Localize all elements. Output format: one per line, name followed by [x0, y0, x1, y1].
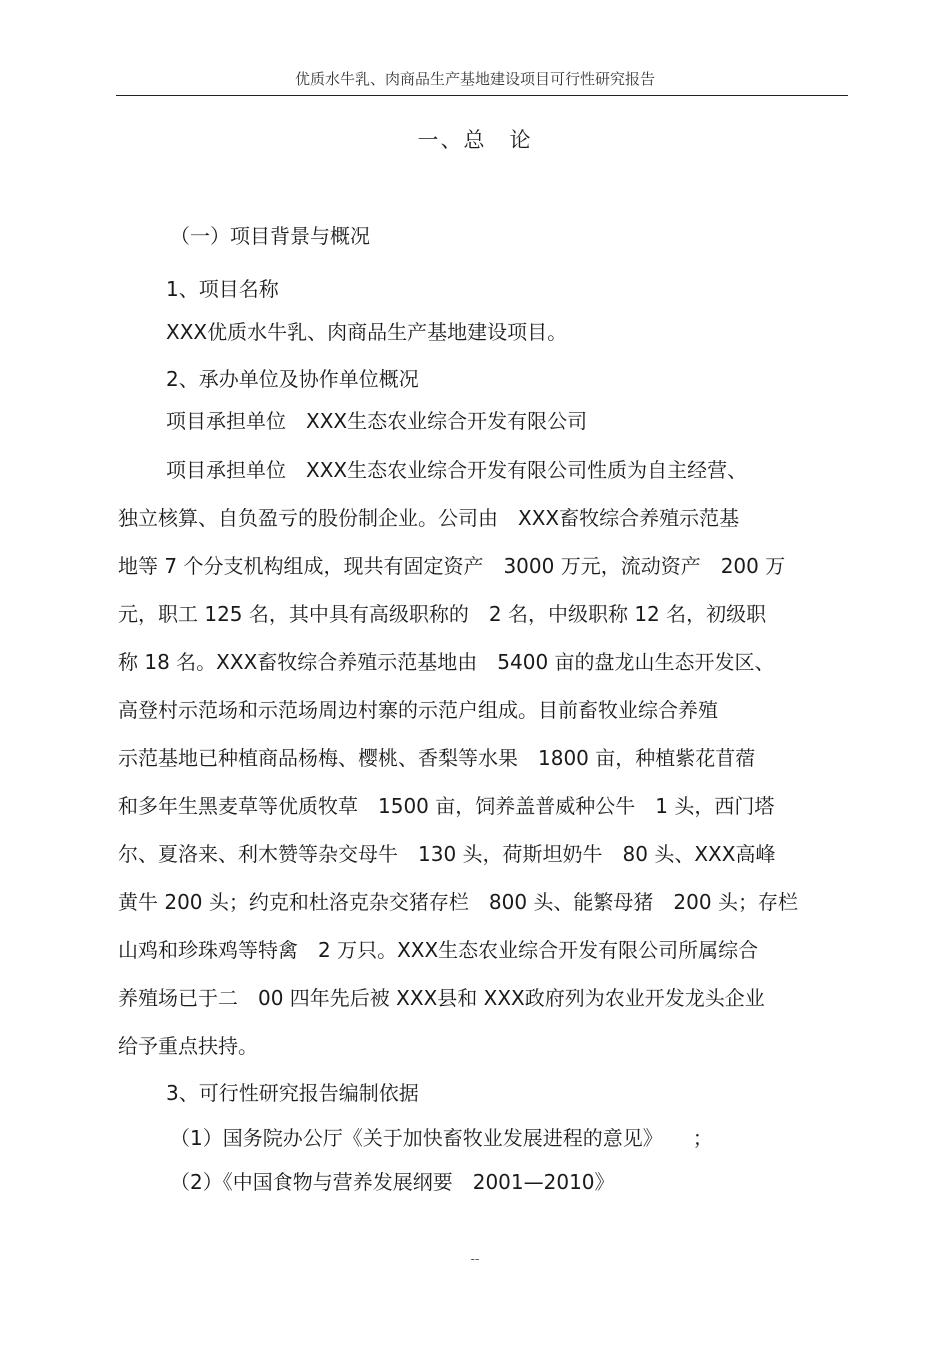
item-heading-3: 3、可行性研究报告编制依据: [166, 1081, 419, 1105]
reference-item: （1）国务院办公厅《关于加快畜牧业发展进程的意见》 ；: [170, 1126, 713, 1150]
paragraph-line: 项目承担单位 XXX生态农业综合开发有限公司性质为自主经营、: [166, 458, 748, 482]
section-heading: （一）项目背景与概况: [170, 224, 370, 248]
paragraph-line: 元，职工 125 名，其中具有高级职称的 2 名，中级职称 12 名，初级职: [118, 602, 767, 626]
paragraph-line: 黄牛 200 头；约克和杜洛克杂交猪存栏 800 头、能繁母猪 200 头；存栏: [118, 890, 798, 914]
paragraph-line: 和多年生黑麦草等优质牧草 1500 亩，饲养盖普威种公牛 1 头，西门塔: [118, 794, 775, 818]
page-header: 优质水牛乳、肉商品生产基地建设项目可行性研究报告: [294, 70, 655, 88]
project-name-text: XXX优质水牛乳、肉商品生产基地建设项目。: [166, 320, 568, 344]
paragraph-line: 示范基地已种植商品杨梅、樱桃、香梨等水果 1800 亩，种植紫花苜蓿: [118, 746, 756, 770]
chapter-title: 一、总 论: [417, 128, 533, 152]
item-heading-1: 1、项目名称: [166, 277, 279, 301]
paragraph-line: 独立核算、自负盈亏的股份制企业。公司由 XXX畜牧综合养殖示范基: [118, 506, 740, 530]
page-footer: --: [470, 1252, 480, 1266]
paragraph-line: 高登村示范场和示范场周边村寨的示范户组成。目前畜牧业综合养殖: [118, 698, 718, 722]
paragraph-line: 称 18 名。XXX畜牧综合养殖示范基地由 5400 亩的盘龙山生态开发区、: [118, 650, 775, 674]
header-divider: [116, 95, 848, 96]
paragraph-line: 山鸡和珍珠鸡等特禽 2 万只。XXX生态农业综合开发有限公司所属综合: [118, 938, 759, 962]
paragraph-line: 尔、夏洛来、利木赞等杂交母牛 130 头，荷斯坦奶牛 80 头、XXX高峰: [118, 842, 776, 866]
paragraph-line: 养殖场已于二 00 四年先后被 XXX县和 XXX政府列为农业开发龙头企业: [118, 986, 765, 1010]
item-heading-2: 2、承办单位及协作单位概况: [166, 367, 419, 391]
undertaking-unit-line: 项目承担单位 XXX生态农业综合开发有限公司: [166, 409, 588, 433]
paragraph-line: 给予重点扶持。: [118, 1034, 258, 1058]
paragraph-line: 地等 7 个分支机构组成，现共有固定资产 3000 万元，流动资产 200 万: [118, 554, 786, 578]
reference-item: （2）《中国食物与营养发展纲要 2001—2010》: [170, 1170, 615, 1194]
